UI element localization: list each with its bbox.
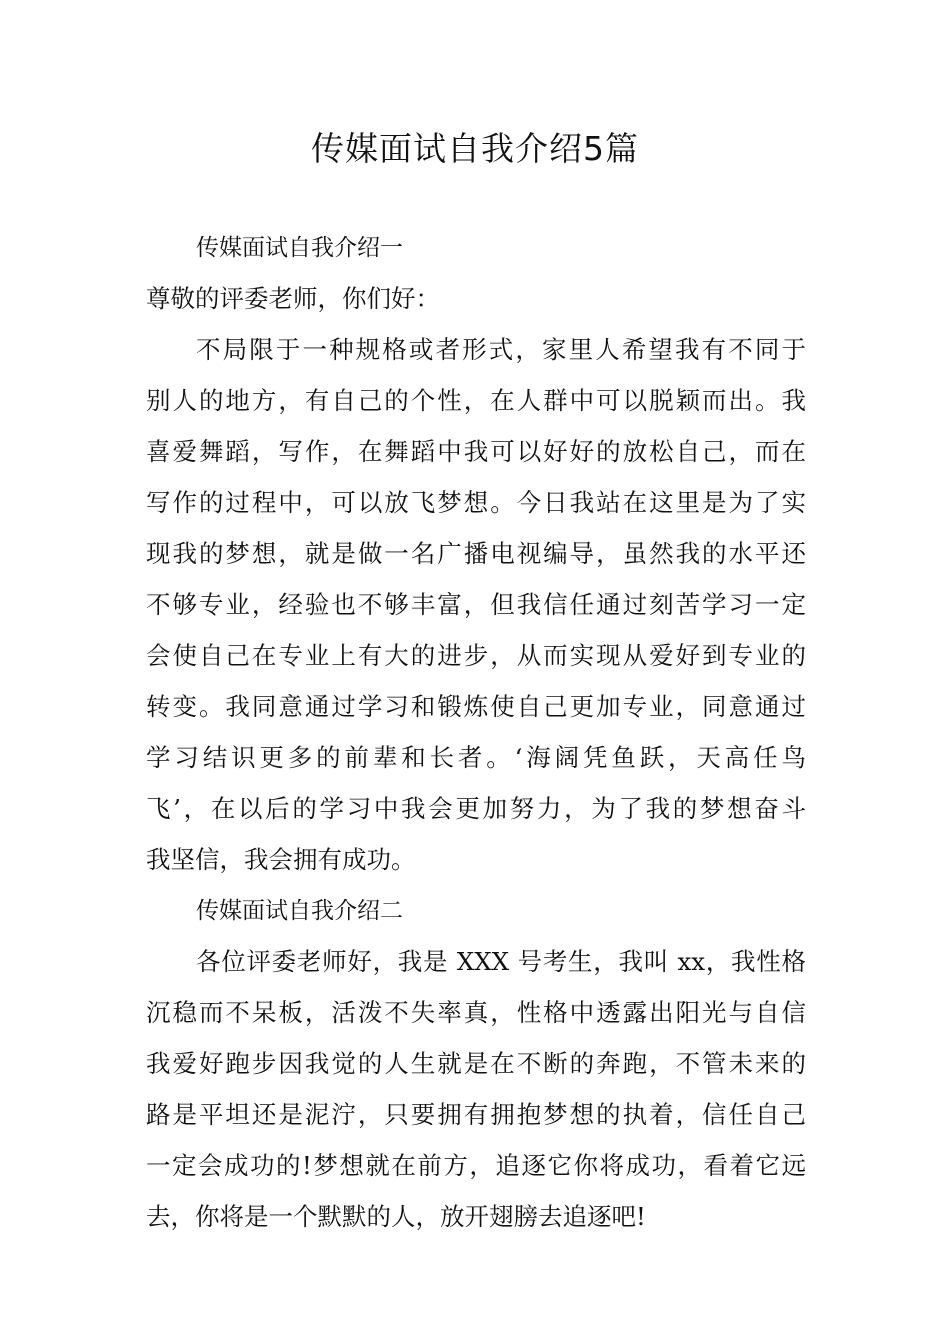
paragraph-line: 不局限于一种规格或者形式，家里人希望我有不同于 <box>196 335 806 364</box>
section-heading-1: 传媒面试自我介绍一 <box>196 235 403 261</box>
paragraph-line: 现我的梦想，就是做一名广播电视编导，虽然我的水平还 <box>146 539 806 568</box>
paragraph-line: 喜爱舞蹈，写作，在舞蹈中我可以好好的放松自己，而在 <box>146 437 806 466</box>
paragraph-line: 路是平坦还是泥泞，只要拥有拥抱梦想的执着，信任自己 <box>146 1100 806 1129</box>
paragraph-line: 转变。我同意通过学习和锻炼使自己更加专业，同意通过 <box>146 692 806 721</box>
paragraph-line: 沉稳而不呆板，活泼不失率真，性格中透露出阳光与自信 <box>146 998 806 1027</box>
section-heading-2: 传媒面试自我介绍二 <box>196 898 403 924</box>
paragraph-line: 去，你将是一个默默的人，放开翅膀去追逐吧! <box>146 1202 646 1231</box>
paragraph-line: 写作的过程中，可以放飞梦想。今日我站在这里是为了实 <box>146 488 806 517</box>
paragraph-line: 我爱好跑步因我觉的人生就是在不断的奔跑，不管未来的 <box>146 1049 806 1078</box>
paragraph-line: 飞’，在以后的学习中我会更加努力，为了我的梦想奋斗 <box>146 794 806 823</box>
paragraph-line: 一定会成功的!梦想就在前方，追逐它你将成功，看着它远 <box>146 1151 806 1180</box>
paragraph-line: 我坚信，我会拥有成功。 <box>146 845 416 874</box>
paragraph-line: 学习结识更多的前辈和长者。‘海阔凭鱼跃，天高任鸟 <box>146 743 806 772</box>
paragraph-line: 别人的地方，有自己的个性，在人群中可以脱颖而出。我 <box>146 386 806 415</box>
greeting-line: 尊敬的评委老师，你们好： <box>146 284 440 313</box>
paragraph-line: 会使自己在专业上有大的进步，从而实现从爱好到专业的 <box>146 641 806 670</box>
document-title: 传媒面试自我介绍5篇 <box>311 129 639 168</box>
paragraph-line: 不够专业，经验也不够丰富，但我信任通过刻苦学习一定 <box>146 590 806 619</box>
paragraph-line: 各位评委老师好，我是 XXX 号考生，我叫 xx，我性格 <box>196 947 806 976</box>
